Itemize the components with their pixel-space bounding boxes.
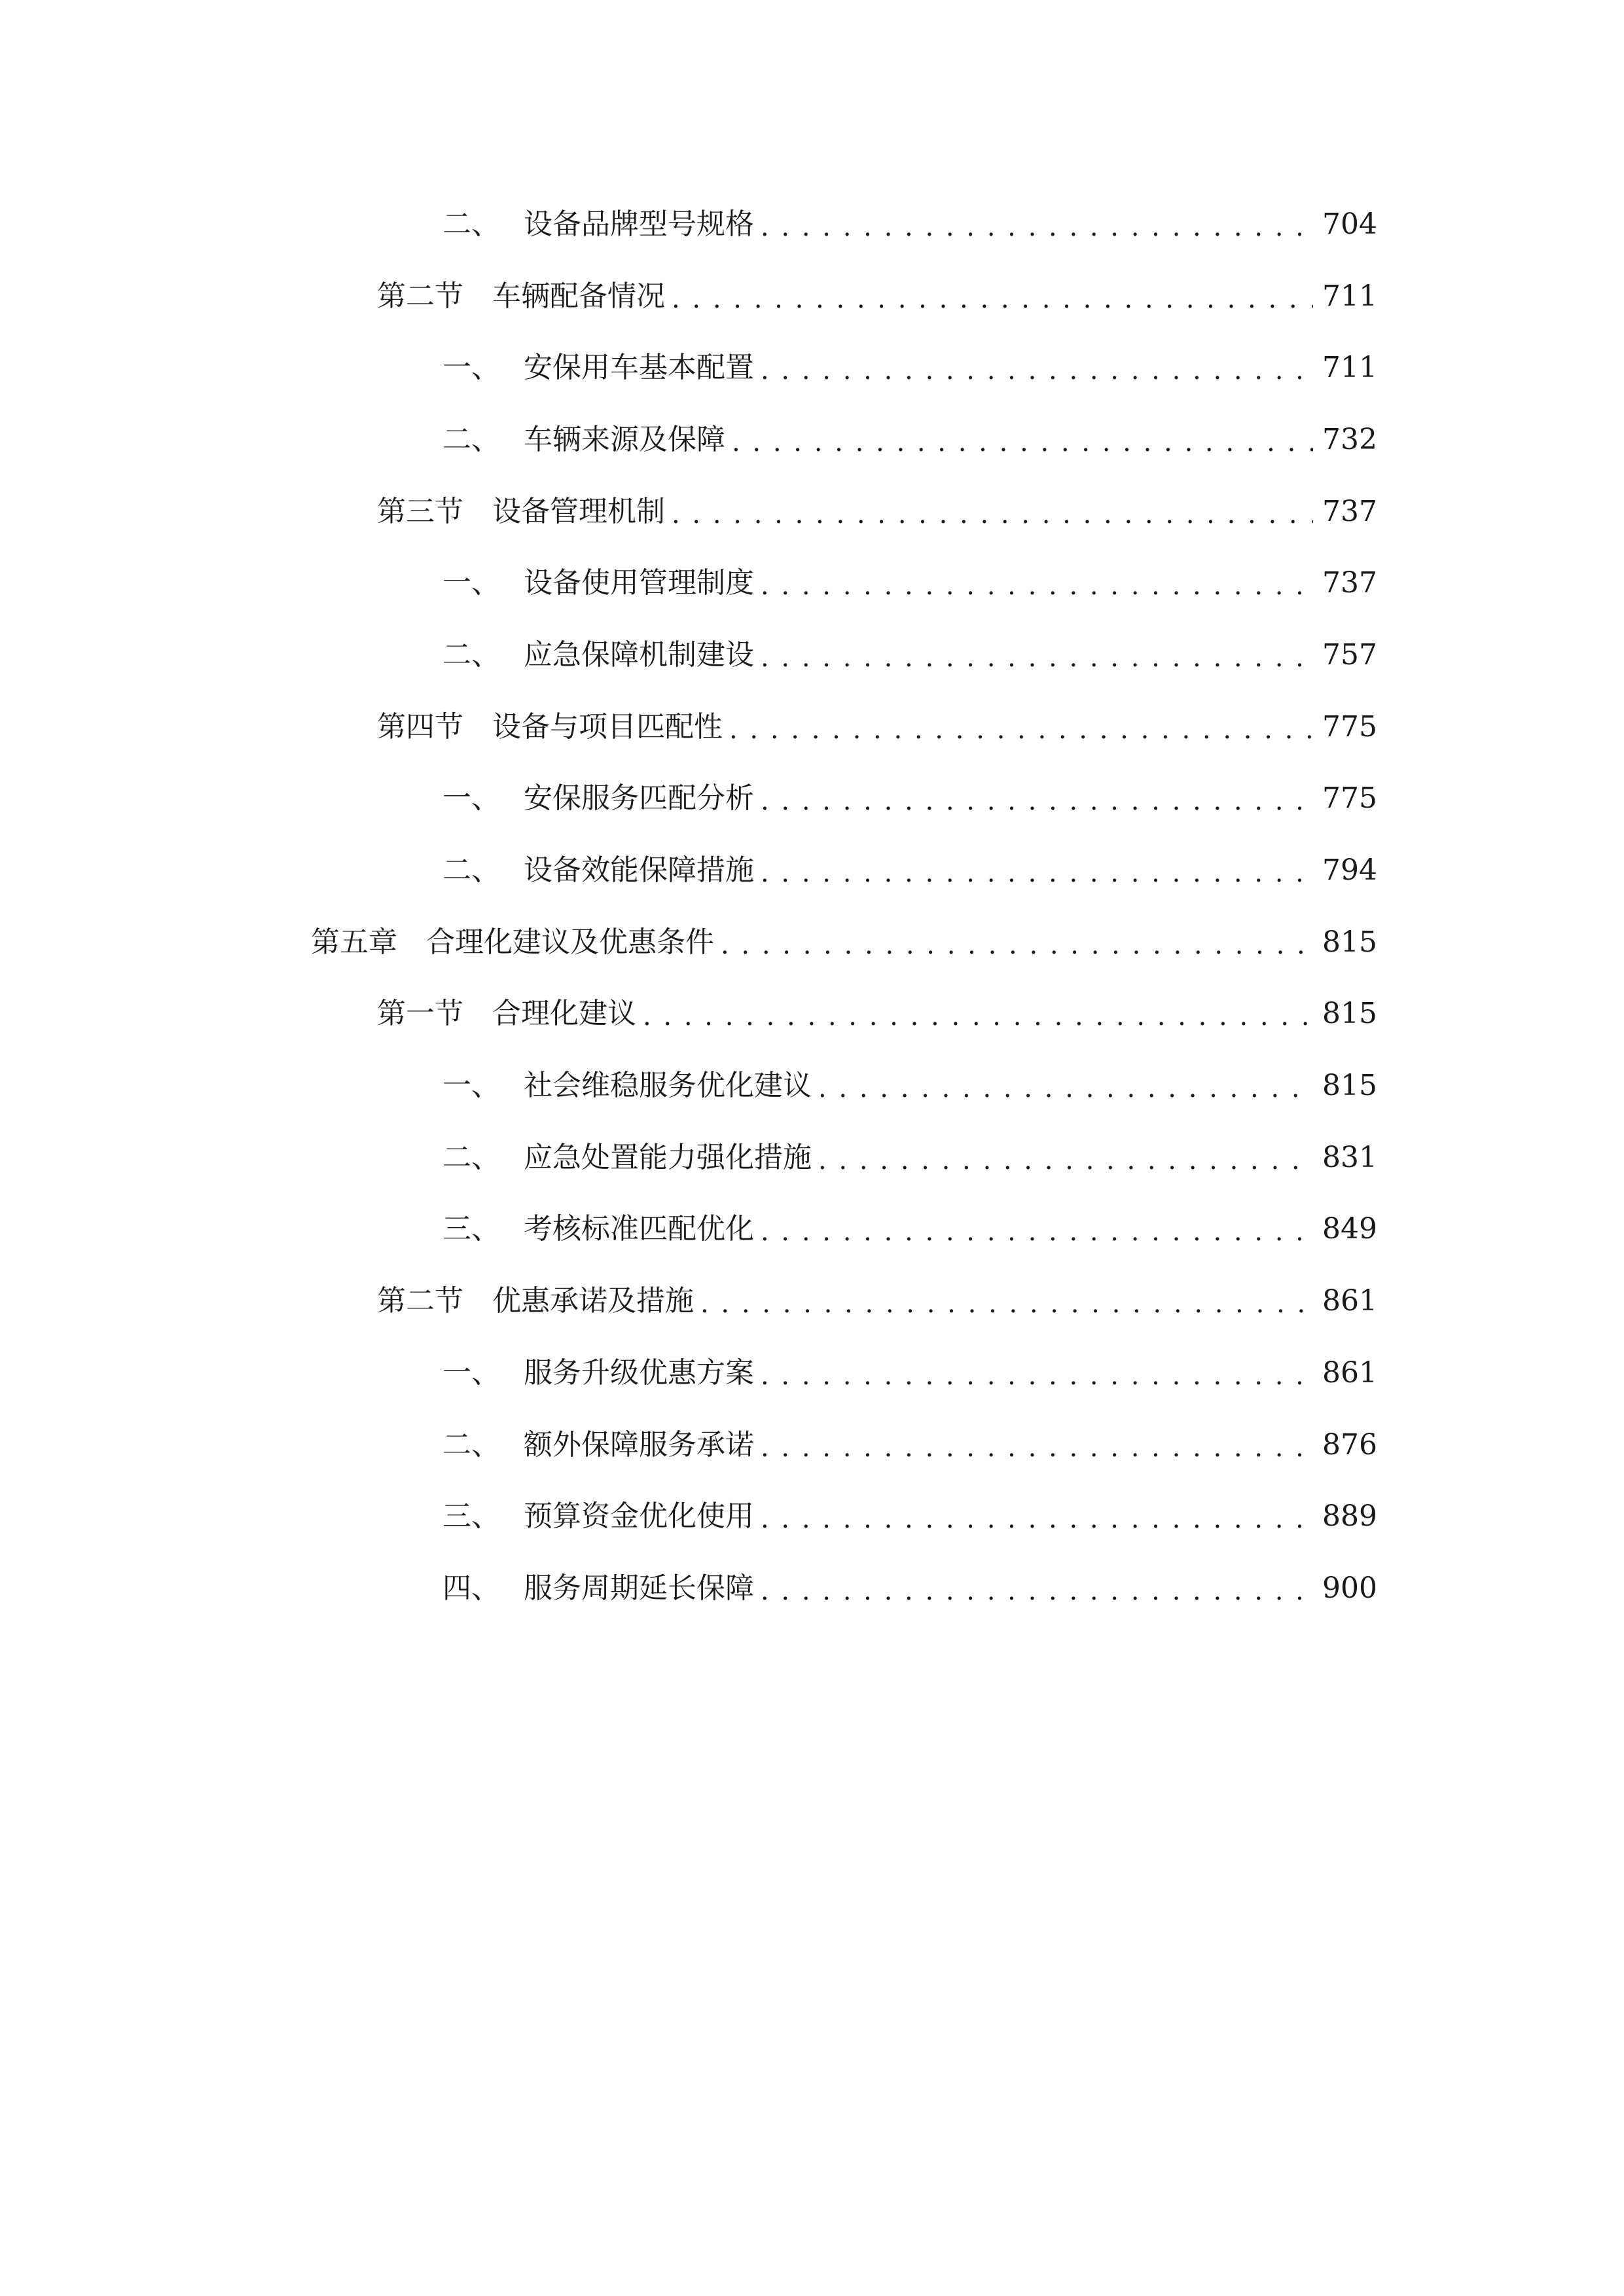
toc-entry-title: 应急保障机制建设	[524, 637, 754, 672]
toc-entry-title: 合理化建议	[492, 997, 636, 1031]
toc-page-number: 711	[1322, 279, 1377, 313]
toc-entry-title: 合理化建议及优惠条件	[426, 925, 714, 959]
toc-dot-leader	[761, 645, 1313, 671]
toc-entry-title: 额外保障服务承诺	[524, 1427, 754, 1462]
toc-entry[interactable]	[0, 1050, 1624, 1122]
toc-entry-title: 预算资金优化使用	[524, 1499, 754, 1534]
toc-page-number: 732	[1322, 422, 1377, 456]
toc-entry-title: 设备效能保障措施	[524, 853, 754, 888]
toc-page-number: 815	[1322, 997, 1377, 1031]
toc-entry[interactable]	[0, 188, 1624, 260]
toc-page-number: 849	[1322, 1212, 1377, 1246]
toc-entry[interactable]	[0, 834, 1624, 906]
toc-entry-number: 一、	[442, 351, 500, 385]
toc-entry-title: 车辆配备情况	[492, 279, 665, 313]
toc-dot-leader	[761, 788, 1313, 814]
toc-entry-title: 安保用车基本配置	[524, 351, 754, 385]
toc-page-number: 757	[1322, 637, 1377, 672]
toc-entry-number: 第四节	[377, 709, 463, 744]
toc-entry-number: 二、	[442, 1140, 500, 1174]
toc-page-number: 711	[1322, 351, 1377, 385]
toc-dot-leader	[721, 932, 1313, 958]
toc-entry-title: 服务升级优惠方案	[524, 1355, 754, 1390]
toc-entry-title: 应急处置能力强化措施	[524, 1140, 812, 1174]
toc-dot-leader	[761, 1506, 1313, 1532]
toc-entry-number: 二、	[442, 207, 500, 241]
toc-entry[interactable]	[0, 1409, 1624, 1481]
toc-entry-title: 服务周期延长保障	[524, 1571, 754, 1605]
toc-dot-leader	[672, 501, 1313, 528]
toc-entry-number: 一、	[442, 566, 500, 600]
toc-page-number: 704	[1322, 207, 1377, 241]
toc-entry-title: 考核标准匹配优化	[524, 1212, 754, 1246]
toc-entry-number: 第五章	[311, 925, 397, 959]
toc-entry[interactable]	[0, 547, 1624, 619]
toc-entry-number: 一、	[442, 1355, 500, 1390]
toc-entry[interactable]	[0, 1265, 1624, 1337]
toc-page-number: 775	[1322, 709, 1377, 744]
toc-dot-leader	[643, 1003, 1313, 1030]
toc-entry-title: 设备管理机制	[492, 494, 665, 528]
toc-entry-number: 第二节	[377, 1284, 463, 1318]
toc-dot-leader	[732, 429, 1313, 456]
toc-entry-title: 设备品牌型号规格	[524, 207, 754, 241]
toc-page-number: 737	[1322, 566, 1377, 600]
toc-dot-leader	[761, 1219, 1313, 1245]
toc-entry-title: 设备使用管理制度	[524, 566, 754, 600]
toc-entry-number: 第二节	[377, 279, 463, 313]
toc-entry-title: 社会维稳服务优化建议	[524, 1069, 812, 1103]
table-of-contents	[0, 188, 1624, 1624]
toc-entry[interactable]	[0, 476, 1624, 548]
toc-entry[interactable]	[0, 619, 1624, 691]
toc-dot-leader	[761, 860, 1313, 886]
toc-dot-leader	[729, 717, 1313, 743]
toc-entry-number: 二、	[442, 422, 500, 456]
toc-entry-number: 第三节	[377, 494, 463, 528]
toc-entry-number: 二、	[442, 853, 500, 888]
toc-entry[interactable]	[0, 404, 1624, 476]
toc-dot-leader	[700, 1291, 1313, 1317]
toc-entry[interactable]	[0, 1194, 1624, 1266]
toc-entry-number: 第一节	[377, 997, 463, 1031]
toc-entry[interactable]	[0, 1122, 1624, 1194]
toc-entry-title: 设备与项目匹配性	[492, 709, 723, 744]
toc-page-number: 815	[1322, 1069, 1377, 1103]
toc-page-number: 775	[1322, 781, 1377, 816]
toc-dot-leader	[818, 1147, 1313, 1174]
toc-entry[interactable]	[0, 260, 1624, 332]
toc-dot-leader	[761, 1435, 1313, 1461]
toc-dot-leader	[761, 1578, 1313, 1604]
toc-page-number: 794	[1322, 853, 1377, 888]
toc-page-number: 889	[1322, 1499, 1377, 1534]
toc-entry-number: 四、	[442, 1571, 500, 1605]
toc-dot-leader	[761, 573, 1313, 599]
toc-page-number: 861	[1322, 1284, 1377, 1318]
toc-dot-leader	[672, 286, 1313, 312]
toc-dot-leader	[761, 1363, 1313, 1389]
toc-entry[interactable]	[0, 906, 1624, 978]
toc-entry[interactable]	[0, 691, 1624, 763]
toc-entry[interactable]	[0, 1480, 1624, 1552]
toc-entry-number: 一、	[442, 781, 500, 816]
toc-entry-title: 安保服务匹配分析	[524, 781, 754, 816]
toc-dot-leader	[761, 357, 1313, 384]
toc-page-number: 900	[1322, 1571, 1377, 1605]
toc-page-number: 815	[1322, 925, 1377, 959]
toc-page-number: 861	[1322, 1355, 1377, 1390]
toc-page-number: 737	[1322, 494, 1377, 528]
toc-entry[interactable]	[0, 763, 1624, 835]
toc-entry-number: 二、	[442, 637, 500, 672]
toc-dot-leader	[818, 1075, 1313, 1102]
toc-dot-leader	[761, 214, 1313, 240]
toc-entry[interactable]	[0, 978, 1624, 1050]
toc-entry[interactable]	[0, 332, 1624, 404]
toc-page-number: 876	[1322, 1427, 1377, 1462]
toc-page-number: 831	[1322, 1140, 1377, 1174]
toc-entry[interactable]	[0, 1337, 1624, 1409]
toc-entry-title: 优惠承诺及措施	[492, 1284, 694, 1318]
toc-entry-number: 二、	[442, 1427, 500, 1462]
toc-entry-title: 车辆来源及保障	[524, 422, 725, 456]
toc-entry-number: 三、	[442, 1212, 500, 1246]
toc-entry-number: 三、	[442, 1499, 500, 1534]
toc-entry-number: 一、	[442, 1069, 500, 1103]
toc-entry[interactable]	[0, 1552, 1624, 1624]
